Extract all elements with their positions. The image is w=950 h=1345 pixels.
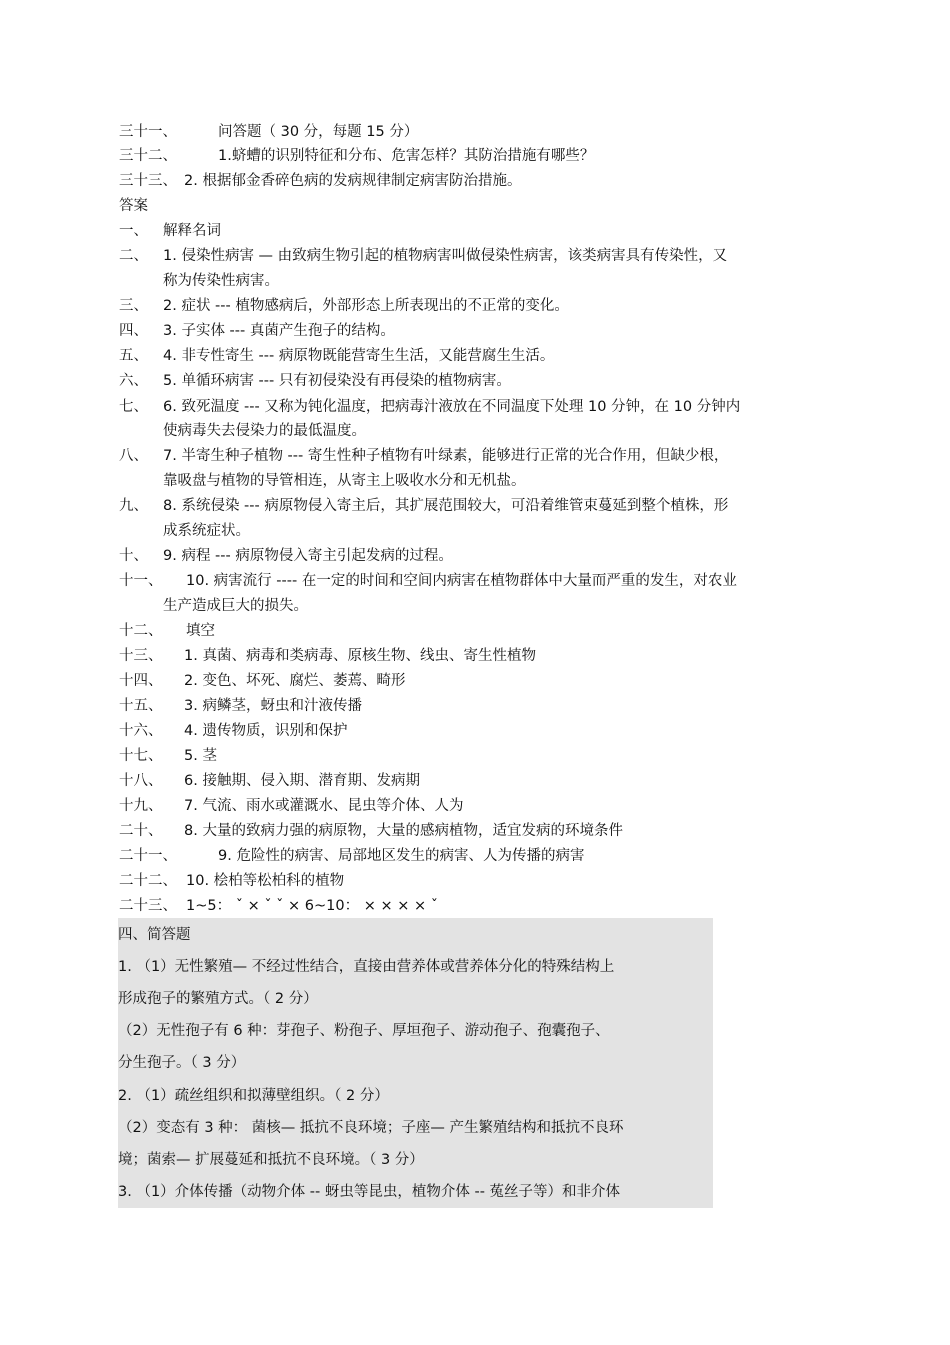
line-text: 5. 茎 (184, 748, 217, 764)
line-number: 三十三、 (119, 173, 177, 189)
line-text: 3. 子实体 --- 真菌产生孢子的结构。 (163, 323, 395, 339)
line-text: 填空 (186, 623, 215, 639)
line-text: 1.蛴螬的识别特征和分布、危害怎样？其防治措施有哪些？ (218, 148, 595, 164)
line-number: 三十二、 (119, 148, 177, 164)
line-text: 8. 大量的致病力强的病原物，大量的感病植物，适宜发病的环境条件 (184, 823, 623, 839)
line-text: 6. 接触期、侵入期、潜育期、发病期 (184, 773, 420, 789)
line-text: 1~5： ˇ × ˇ ˇ × 6~10： × × × × ˇ (186, 898, 439, 914)
text-line: 3. （1）介体传播（动物介体 -- 蚜虫等昆虫，植物介体 -- 菟丝子等）和非介体 (118, 1184, 621, 1200)
line-text: 2. 症状 --- 植物感病后，外部形态上所表现出的不正常的变化。 (163, 298, 569, 314)
line-number: 十四、 (119, 673, 163, 689)
line-number: 二十二、 (119, 873, 177, 889)
line-number: 四、 (119, 323, 148, 339)
line-text: 7. 气流、雨水或灌溉水、昆虫等介体、人为 (184, 798, 464, 814)
line-text: 4. 非专性寄生 --- 病原物既能营寄生生活，又能营腐生生活。 (163, 348, 555, 364)
line-number: 七、 (119, 399, 148, 415)
line-text: 成系统症状。 (163, 523, 250, 539)
line-number: 二十一、 (119, 848, 177, 864)
line-text: 9. 病程 --- 病原物侵入寄主引起发病的过程。 (163, 548, 453, 564)
line-number: 三、 (119, 298, 148, 314)
line-text: 问答题（ 30 分，每题 15 分） (218, 124, 419, 140)
line-text: 5. 单循环病害 --- 只有初侵染没有再侵染的植物病害。 (163, 373, 511, 389)
line-number: 六、 (119, 373, 148, 389)
text-line: 1. （1）无性繁殖— 不经过性结合，直接由营养体或营养体分化的特殊结构上 (118, 959, 615, 975)
text-line: 境；菌索— 扩展蔓延和抵抗不良环境。（ 3 分） (118, 1152, 424, 1168)
text-line: 形成孢子的繁殖方式。（ 2 分） (118, 991, 318, 1007)
line-text: 2. 根据郁金香碎色病的发病规律制定病害防治措施。 (184, 173, 522, 189)
line-text: 解释名词 (163, 223, 221, 239)
text-line: 分生孢子。（ 3 分） (118, 1055, 246, 1071)
text-line: （2）变态有 3 种： 菌核— 抵抗不良环境；子座— 产生繁殖结构和抵抗不良环 (118, 1120, 624, 1136)
line-text: 8. 系统侵染 --- 病原物侵入寄主后，其扩展范围较大，可沿着维管束蔓延到整个植株，形 (163, 498, 729, 514)
line-number: 十三、 (119, 648, 163, 664)
line-number: 十六、 (119, 723, 163, 739)
line-text: 10. 病害流行 ---- 在一定的时间和空间内病害在植物群体中大量而严重的发生，对农业 (186, 573, 737, 589)
text-line: 2. （1）疏丝组织和拟薄壁组织。（ 2 分） (118, 1088, 389, 1104)
line-number: 三十一、 (119, 124, 177, 140)
line-number: 二十三、 (119, 898, 177, 914)
line-number: 五、 (119, 348, 148, 364)
line-number: 二十、 (119, 823, 163, 839)
line-number: 八、 (119, 448, 148, 464)
line-number: 二、 (119, 248, 148, 264)
line-text: 靠吸盘与植物的导管相连，从寄主上吸收水分和无机盐。 (163, 473, 526, 489)
line-text: 生产造成巨大的损失。 (163, 598, 308, 614)
line-number: 十二、 (119, 623, 163, 639)
section-heading: 四、简答题 (118, 927, 191, 943)
text-line: （2）无性孢子有 6 种：芽孢子、粉孢子、厚垣孢子、游动孢子、孢囊孢子、 (118, 1023, 610, 1039)
line-text: 1. 侵染性病害 — 由致病生物引起的植物病害叫做侵染性病害，该类病害具有传染性，又 (163, 248, 728, 264)
line-text: 10. 桧柏等松柏科的植物 (186, 873, 345, 889)
line-text: 9. 危险性的病害、局部地区发生的病害、人为传播的病害 (218, 848, 585, 864)
line-number: 十八、 (119, 773, 163, 789)
line-text: 6. 致死温度 --- 又称为钝化温度，把病毒汁液放在不同温度下处理 10 分钟，在 10 分钟内 (163, 399, 741, 415)
line-number: 九、 (119, 498, 148, 514)
line-number: 十九、 (119, 798, 163, 814)
line-number: 十一、 (119, 573, 163, 589)
line-number: 十五、 (119, 698, 163, 714)
line-text: 4. 遗传物质，识别和保护 (184, 723, 348, 739)
line-text: 7. 半寄生种子植物 --- 寄生性种子植物有叶绿素，能够进行正常的光合作用，但缺少根， (163, 448, 729, 464)
line-number: 十七、 (119, 748, 163, 764)
line-number: 一、 (119, 223, 148, 239)
line-number: 十、 (119, 548, 148, 564)
line-text: 3. 病鳞茎，蚜虫和汁液传播 (184, 698, 362, 714)
line-text: 使病毒失去侵染力的最低温度。 (163, 423, 366, 439)
line-text: 2. 变色、坏死、腐烂、萎蔫、畸形 (184, 673, 406, 689)
line-text: 称为传染性病害。 (163, 273, 279, 289)
line-text: 1. 真菌、病毒和类病毒、原核生物、线虫、寄生性植物 (184, 648, 536, 664)
answer-heading: 答案 (119, 198, 148, 214)
